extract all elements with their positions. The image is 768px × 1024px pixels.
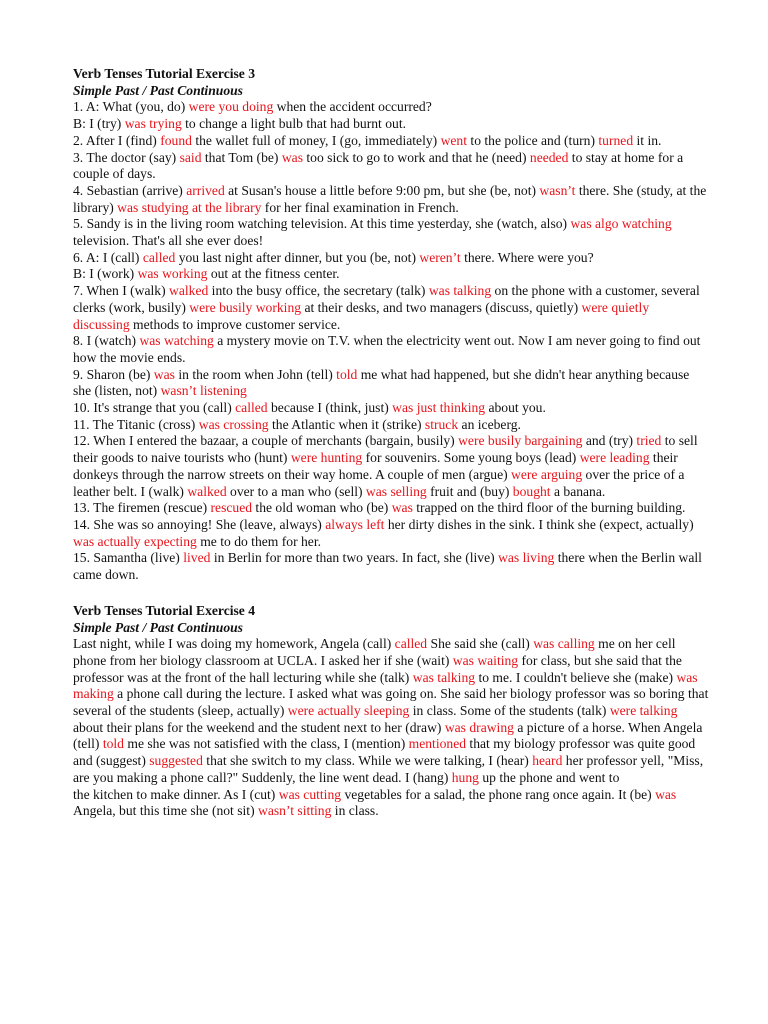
answer-text: was talking bbox=[428, 283, 492, 299]
prompt-text: 4. Sebastian (arrive) bbox=[73, 182, 187, 198]
answer-text: was crossing bbox=[198, 416, 269, 432]
answer-text: were busily bargaining bbox=[458, 433, 583, 449]
prompt-text: that she switch to my class. While we were talking, I (hear) bbox=[202, 753, 533, 769]
prompt-text: Last night, while I was doing my homework, Angela (call) bbox=[73, 636, 395, 652]
prompt-text: 5. Sandy is in the living room watching television. At this time yesterday, she (watch, also) bbox=[73, 216, 571, 232]
answer-text: were you doing bbox=[188, 99, 274, 115]
answer-text: was bbox=[391, 500, 413, 516]
answer-text: was living bbox=[498, 550, 555, 566]
answer-text: heard bbox=[532, 753, 563, 769]
answer-text: was algo watching bbox=[570, 216, 672, 232]
answer-text: were actually sleeping bbox=[287, 703, 410, 719]
exercise-item bbox=[73, 433, 709, 500]
answer-text: was selling bbox=[365, 483, 427, 499]
prompt-text: for her final examination in French. bbox=[261, 199, 459, 215]
exercise-section bbox=[73, 66, 709, 584]
answer-text: tried bbox=[636, 433, 662, 449]
answer-text: was actually expecting bbox=[73, 533, 197, 549]
prompt-text: you last night after dinner, but you (be, not) bbox=[175, 249, 420, 265]
answer-text: was waiting bbox=[452, 652, 519, 668]
prompt-text: in the room when John (tell) bbox=[174, 366, 337, 382]
answer-text: struck bbox=[424, 416, 459, 432]
answer-text: suggested bbox=[149, 753, 203, 769]
prompt-text: the Atlantic when it (strike) bbox=[268, 416, 425, 432]
prompt-text: to sell their goods to naive tourists who (hunt) bbox=[73, 433, 698, 466]
prompt-text: fruit and (buy) bbox=[426, 483, 513, 499]
prompt-text: their donkeys through the narrow streets on their way home. A couple of men (argue) bbox=[73, 450, 678, 482]
answer-text: were busily working bbox=[189, 299, 302, 315]
exercise-item bbox=[73, 183, 709, 216]
prompt-text: her professor yell, "Miss, are you making a phone call?" Suddenly, the line went dead. I (hang) bbox=[73, 753, 704, 785]
answer-text: was drawing bbox=[444, 719, 514, 735]
answer-text: was calling bbox=[533, 636, 595, 652]
prompt-text: 13. The firemen (rescue) bbox=[73, 500, 211, 516]
prompt-text: at Susan's house a little before 9:00 pm, but she (be, not) bbox=[224, 182, 540, 198]
answer-text: was bbox=[281, 149, 303, 165]
answer-text: were leading bbox=[579, 450, 650, 466]
prompt-text: at their desks, and two managers (discuss, quietly) bbox=[301, 299, 582, 315]
prompt-text: in class. Some of the students (talk) bbox=[409, 703, 610, 719]
answer-text: wasn’t sitting bbox=[258, 803, 332, 819]
prompt-text: 8. I (watch) bbox=[73, 333, 140, 349]
answer-text: called bbox=[142, 249, 176, 265]
exercise-section bbox=[73, 603, 709, 820]
prompt-text: about you. bbox=[485, 400, 546, 416]
prompt-text: B: I (try) bbox=[73, 116, 125, 132]
prompt-text: an iceberg. bbox=[458, 416, 521, 432]
answer-text: said bbox=[179, 149, 202, 165]
prompt-text: 6. A: I (call) bbox=[73, 249, 143, 265]
answer-text: always left bbox=[325, 516, 385, 532]
prompt-text: me to do them for her. bbox=[196, 533, 322, 549]
prompt-text: up the phone and went to bbox=[478, 769, 620, 785]
answer-text: was watching bbox=[139, 333, 214, 349]
answer-text: told bbox=[102, 736, 124, 752]
exercise-item bbox=[73, 266, 709, 283]
prompt-text: 9. Sharon (be) bbox=[73, 366, 154, 382]
answer-text: was trying bbox=[124, 116, 182, 132]
prompt-text: 15. Samantha (live) bbox=[73, 550, 184, 566]
answer-text: were arguing bbox=[511, 466, 583, 482]
exercise-item bbox=[73, 517, 709, 550]
prompt-text: there. Where were you? bbox=[460, 249, 594, 265]
answer-text: lived bbox=[183, 550, 211, 566]
document-page bbox=[73, 66, 709, 839]
exercise-item bbox=[73, 550, 709, 583]
prompt-text: for souvenirs. Some young boys (lead) bbox=[362, 450, 580, 466]
exercise-item bbox=[73, 417, 709, 434]
answer-text: found bbox=[160, 132, 192, 148]
prompt-text: 10. It's strange that you (call) bbox=[73, 400, 236, 416]
exercise-item bbox=[73, 333, 709, 366]
prompt-text: the old woman who (be) bbox=[252, 500, 392, 516]
prompt-text: 2. After I (find) bbox=[73, 132, 161, 148]
prompt-text: television. That's all she ever does! bbox=[73, 233, 264, 249]
prompt-text: 7. When I (walk) bbox=[73, 283, 170, 299]
prompt-text: to change a light bulb that had burnt out. bbox=[181, 116, 407, 132]
answer-text: wasn’t listening bbox=[160, 383, 247, 399]
exercise-item bbox=[73, 787, 709, 820]
prompt-text: because I (think, just) bbox=[267, 400, 393, 416]
prompt-text: that Tom (be) bbox=[201, 149, 282, 165]
answer-text: hung bbox=[451, 769, 479, 785]
answer-text: was working bbox=[137, 266, 208, 282]
answer-text: bought bbox=[512, 483, 551, 499]
answer-text: walked bbox=[187, 483, 227, 499]
prompt-text: about their plans for the weekend and the student next to her (draw) bbox=[73, 719, 445, 735]
prompt-text: there. She (study, at the library) bbox=[73, 182, 707, 215]
prompt-text: a banana. bbox=[550, 483, 606, 499]
prompt-text: me what had happened, but she didn't hear anything because she (listen, not) bbox=[73, 366, 690, 399]
prompt-text: the wallet full of money, I (go, immediately) bbox=[191, 132, 441, 148]
answer-text: called bbox=[235, 400, 268, 416]
exercise-title: Verb Tenses Tutorial Exercise 4 bbox=[73, 602, 256, 618]
exercise-item bbox=[73, 367, 709, 400]
prompt-text: that my biology professor was quite good and (suggest) bbox=[73, 736, 696, 769]
prompt-text: 11. The Titanic (cross) bbox=[73, 416, 199, 432]
prompt-text: too sick to go to work and that he (need) bbox=[303, 149, 530, 165]
prompt-text: to the police and (turn) bbox=[467, 132, 599, 148]
prompt-text: to stay at home for a couple of days. bbox=[73, 149, 684, 182]
exercise-item bbox=[73, 150, 709, 183]
prompt-text: methods to improve customer service. bbox=[129, 316, 341, 332]
prompt-text: 14. She was so annoying! She (leave, always) bbox=[73, 516, 326, 532]
answer-text: was just thinking bbox=[392, 400, 486, 416]
prompt-text: out at the fitness center. bbox=[207, 266, 340, 282]
answer-text: called bbox=[394, 636, 428, 652]
exercise-item bbox=[73, 133, 709, 150]
prompt-text: a mystery movie on T.V. when the electricity went out. Now I am never going to find out how the movie ends. bbox=[73, 333, 701, 365]
answer-text: were talking bbox=[609, 703, 678, 719]
exercise-subtitle: Simple Past / Past Continuous bbox=[73, 82, 243, 98]
answer-text: was bbox=[655, 786, 677, 802]
answer-text: was studying at the library bbox=[117, 199, 262, 215]
prompt-text: on the phone with a customer, several clerks (work, busily) bbox=[73, 283, 700, 315]
answer-text: was talking bbox=[412, 669, 476, 685]
prompt-text: me on her cell phone from her biology classroom at UCLA. I asked her if she (wait) bbox=[73, 636, 676, 668]
prompt-text: and (try) bbox=[582, 433, 637, 449]
exercise-item bbox=[73, 99, 709, 116]
answer-text: weren’t bbox=[419, 249, 461, 265]
answer-text: was bbox=[153, 366, 175, 382]
prompt-text: it in. bbox=[633, 132, 662, 148]
prompt-text: to me. I couldn't believe she (make) bbox=[475, 669, 677, 685]
prompt-text: trapped on the third floor of the burning building. bbox=[412, 500, 686, 516]
answer-text: arrived bbox=[186, 182, 225, 198]
prompt-text: 1. A: What (you, do) bbox=[73, 99, 189, 115]
answer-text: went bbox=[440, 132, 468, 148]
prompt-text: there when the Berlin wall came down. bbox=[73, 550, 702, 583]
exercise-item bbox=[73, 116, 709, 133]
exercise-item bbox=[73, 636, 709, 786]
prompt-text: the kitchen to make dinner. As I (cut) bbox=[73, 786, 279, 802]
exercise-item bbox=[73, 500, 709, 517]
exercise-item bbox=[73, 283, 709, 333]
prompt-text: Angela, but this time she (not sit) bbox=[73, 803, 259, 819]
prompt-text: me she was not satisfied with the class, I (mention) bbox=[123, 736, 409, 752]
answer-text: was cutting bbox=[278, 786, 342, 802]
answer-text: turned bbox=[598, 132, 634, 148]
answer-text: wasn’t bbox=[539, 182, 576, 198]
exercise-item bbox=[73, 250, 709, 267]
exercise-subtitle: Simple Past / Past Continuous bbox=[73, 619, 243, 635]
exercise-title: Verb Tenses Tutorial Exercise 3 bbox=[73, 66, 256, 81]
answer-text: were hunting bbox=[290, 450, 363, 466]
prompt-text: a phone call during the lecture. I asked what was going on. She said her biology professor was so boring that several of the students (sleep, actually) bbox=[73, 686, 709, 719]
answer-text: needed bbox=[529, 149, 569, 165]
exercise-item bbox=[73, 400, 709, 417]
prompt-text: vegetables for a salad, the phone rang once again. It (be) bbox=[341, 786, 656, 802]
prompt-text: over to a man who (sell) bbox=[226, 483, 366, 499]
answer-text: was making bbox=[73, 669, 698, 702]
prompt-text: in class. bbox=[331, 803, 379, 819]
prompt-text: for class, but she said that the professor was at the front of the hall lecturing while she (talk) bbox=[73, 652, 682, 685]
exercise-item bbox=[73, 216, 709, 249]
prompt-text: She said she (call) bbox=[427, 636, 534, 652]
answer-text: walked bbox=[169, 283, 209, 299]
prompt-text: over the price of a leather belt. I (walk) bbox=[73, 466, 685, 499]
prompt-text: her dirty dishes in the sink. I think she (expect, actually) bbox=[384, 516, 694, 532]
prompt-text: into the busy office, the secretary (talk) bbox=[208, 283, 429, 299]
prompt-text: a picture of a horse. When Angela (tell) bbox=[73, 719, 703, 752]
prompt-text: in Berlin for more than two years. In fact, she (live) bbox=[210, 550, 499, 566]
answer-text: were quietly discussing bbox=[73, 299, 650, 332]
answer-text: rescued bbox=[210, 500, 253, 516]
prompt-text: 12. When I entered the bazaar, a couple of merchants (bargain, busily) bbox=[73, 433, 459, 449]
prompt-text: B: I (work) bbox=[73, 266, 138, 282]
prompt-text: when the accident occurred? bbox=[273, 99, 432, 115]
answer-text: mentioned bbox=[408, 736, 467, 752]
prompt-text: 3. The doctor (say) bbox=[73, 149, 180, 165]
answer-text: told bbox=[336, 366, 358, 382]
